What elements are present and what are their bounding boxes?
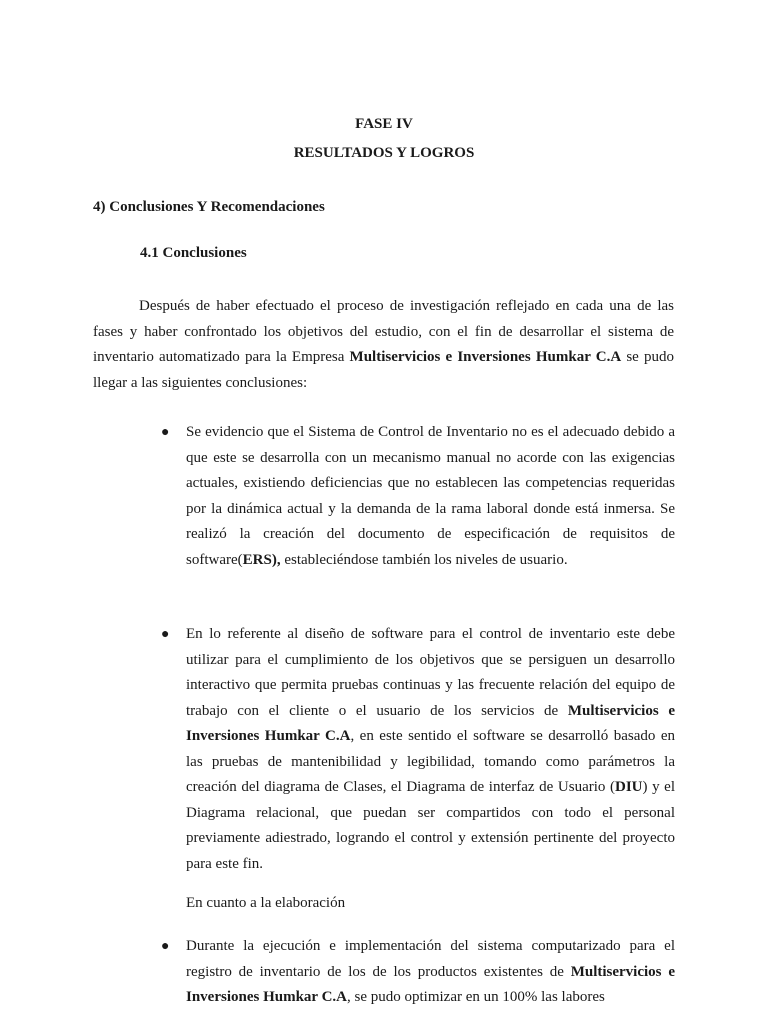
bullet-bold-text: ERS), <box>242 551 281 568</box>
bullet-text: Durante la ejecución e implementación del sistema computarizado para el registro de inventario de los de los productos existentes de <box>186 938 675 980</box>
note-text: En cuanto a la elaboración <box>186 895 346 911</box>
bullet-icon: ● <box>161 627 170 642</box>
bullet-text: , se pudo optimizar en un 100% las labores <box>347 989 605 1005</box>
intro-company-name: Multiservicios e Inversiones Humkar C.A <box>349 349 622 365</box>
bullet-text: En lo referente al diseño de software para el control de inventario este debe utilizar para el cumplimiento de los objetivos que se persiguen un desarrollo interactivo que permita pruebas continuas y las frecuente relación del equipo de trabajo con el cliente o el usuario de los servicios de <box>186 626 675 719</box>
bullet-text: Se evidencio que el Sistema de Control de Inventario no es el adecuado debido a que este se desarrolla con un mecanismo manual no acorde con las exigencias actuales, existiendo deficiencias que no establecen las competencias requeridas por la dinámica actual y la demanda de la rama laboral donde está inmersa. Se realizó la creación del documento de especificación de requisitos de software( <box>186 424 675 568</box>
intro-paragraph <box>93 294 674 396</box>
bullet-text: estableciéndose también los niveles de usuario. <box>280 551 568 568</box>
bullet-bold-text: DIU <box>614 779 643 795</box>
bullet-bold-text: Multiservicios e Inversiones Humkar C.A <box>186 963 675 1005</box>
intro-text-1: Después de haber efectuado el proceso de investigación reflejado en cada una de las fases y haber confrontado los objetivos del estudio, con el fin de desarrollar el sistema de inventario automatizado para la Empresa <box>93 298 674 365</box>
bullet-bold-text: Multiservicios e Inversiones Humkar C.A <box>186 702 675 744</box>
intro-text-2: se pudo llegar a las siguientes conclusiones: <box>93 349 674 391</box>
subsection-heading: 4.1 Conclusiones <box>140 245 247 261</box>
bullet-icon: ● <box>161 425 170 440</box>
bullet-text: , en este sentido el software se desarrolló basado en las pruebas de mantenibilidad y legibilidad, tomando como parámetros la creación del diagrama de Clases, el Diagrama de interfaz de Usuario ( <box>186 728 675 795</box>
bullet-icon: ● <box>161 939 170 954</box>
bullet-item-1 <box>161 420 675 573</box>
bullet-text: ) y el Diagrama relacional, que puedan ser compartidos con todo el personal previamente adiestrado, logrando el control y extensión pertinente del proyecto para este fin. <box>186 779 675 872</box>
bullet-item-2 <box>161 622 675 877</box>
bullet-item-3 <box>161 934 675 1011</box>
page-title: RESULTADOS Y LOGROS <box>293 145 475 161</box>
phase-heading: FASE IV <box>355 116 413 132</box>
section-heading: 4) Conclusiones Y Recomendaciones <box>93 199 325 215</box>
